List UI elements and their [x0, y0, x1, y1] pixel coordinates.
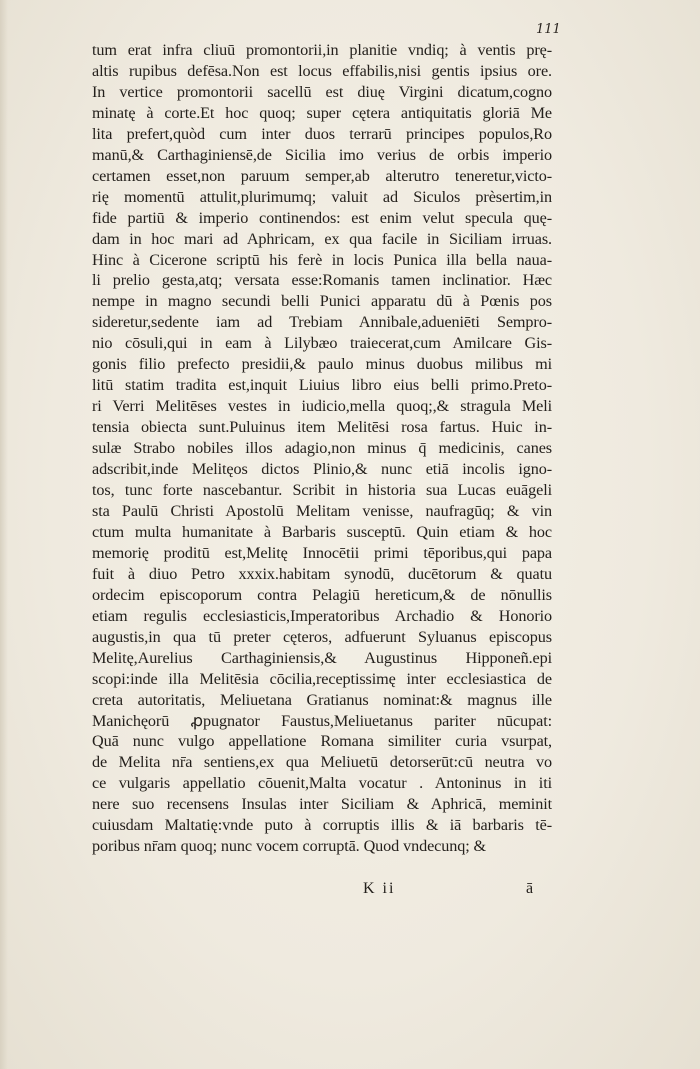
text-line: In vertice promontorii sacellū est diuę Virgini dicatum,cogno — [92, 82, 552, 101]
text-line: rię momentū attulit,plurimumq; valuit ad Siculos prèsertim,in — [92, 187, 552, 206]
text-line: etiam regulis ecclesiasticis,Imperatoribus Archadio & Honorio — [92, 606, 552, 625]
text-line: de Melita nr̄a sentiens,ex qua Meliuetū detorserūt:cū neutra vo — [92, 753, 552, 772]
text-line: sulæ Strabo nobiles illos adagio,non minus q̄ medicinis, canes — [92, 439, 552, 458]
text-line: ctum multa humanitate à Barbaris susceptū. Quin etiam & hoc — [92, 522, 552, 541]
folio-number: 111 — [536, 22, 561, 37]
text-line: minatę à corte.Et hoc quoq; super cętera antiquitatis gloriā Me — [92, 103, 552, 122]
text-line: li prelio gesta,atq; versata esse:Romanis tamen inclinatior. Hæc — [92, 271, 552, 290]
signature-mark: K ii — [363, 880, 396, 897]
text-line: nio cōsuli,qui in eam à Lilybæo traiecerat,cum Amilcare Gis- — [92, 334, 552, 353]
text-line: creta autoritatis, Meliuetana Gratianus nominat:& magnus ille — [92, 690, 552, 709]
text-line: litū statim tradita est,inquit Liuius libro eius belli primo.Preto- — [92, 376, 552, 395]
text-line: altis rupibus defēsa.Non est locus effabilis,nisi gentis ipsius ore. — [92, 61, 552, 80]
text-line: tum erat infra cliuū promontorii,in planitie vndiq; à ventis prę- — [92, 41, 552, 59]
text-line: tos, tunc forte nascebantur. Scribit in historia sua Lucas euāgeli — [92, 481, 552, 500]
catchword: ā — [526, 880, 534, 897]
text-line: gonis filio prefecto presidii,& paulo minus duobus milibus mi — [92, 355, 552, 374]
text-line: Hinc à Cicerone scriptū his ferè in locis Punica illa bella naua- — [92, 250, 552, 269]
text-line: Manichęorū ꝓpugnator Faustus,Meliuetanus pariter nūcupat: — [92, 711, 552, 730]
text-line: adscribit,inde Melitęos dictos Plinio,& nunc etiā incolis igno- — [92, 460, 552, 479]
text-line: Quā nunc vulgo appellatione Romana similiter curia vsurpat, — [92, 732, 552, 751]
text-line: fuit à diuo Petro xxxix.habitam synodū, ducētorum & quatu — [92, 564, 552, 583]
text-line: nempe in magno secundi belli Punici apparatu dū à Pœnis pos — [92, 292, 552, 311]
text-line: fide partiū & imperio continendos: est enim velut specula quę- — [92, 208, 552, 227]
text-line: scopi:inde illa Melitēsia cōcilia,receptissimę inter ecclesiastica de — [92, 669, 552, 688]
text-line: augustis,in qua tū preter cęteros, adfuerunt Syluanus episcopus — [92, 627, 552, 646]
text-line: dam in hoc mari ad Aphricam, ex qua facile in Siciliam irruas. — [92, 229, 552, 248]
text-line: memorię proditū est,Melitę Innocētii primi tēporibus,qui papa — [92, 543, 552, 562]
text-line: poribus nr̄am quoq; nunc vocem corruptā. Quod vndecunq; & — [92, 837, 487, 856]
text-line: ordecim episcoporum contra Pelagiū hereticum,& de nōnullis — [92, 585, 552, 604]
text-line: cuiusdam Maltatię:vnde puto à corruptis illis & iā barbaris tē- — [92, 816, 552, 835]
text-line: sideretur,sedente iam ad Trebiam Annibale,adueniēti Sempro- — [92, 313, 552, 332]
text-line: certamen esset,non paruum semper,ab alterutro teneretur,victo- — [92, 166, 552, 185]
text-line: Melitę,Aurelius Carthaginiensis,& Augustinus Hipponeñ.epi — [92, 648, 552, 667]
text-line: ri Verri Melitēses vestes in iudicio,mella quoq;,& stragula Meli — [92, 397, 552, 416]
text-line: ce vulgaris appellatio cōuenit,Malta vocatur . Antoninus in iti — [92, 774, 552, 793]
text-line: sta Paulū Christi Apostolū Melitam venisse, naufragūq; & vin — [92, 501, 552, 520]
text-line: nere suo recensens Insulas inter Siciliam & Aphricā, meminit — [92, 795, 552, 814]
text-line: manū,& Carthaginiensē,de Sicilia imo verius de orbis imperio — [92, 145, 552, 164]
page-gutter-shadow — [0, 0, 8, 1069]
text-block — [92, 40, 552, 857]
text-line: lita prefert,quòd cum inter duos terrarū principes populos,Ro — [92, 124, 552, 143]
text-line: tensia obiecta sunt.Puluinus item Melitēsi rosa fartus. Huic in- — [92, 418, 552, 437]
